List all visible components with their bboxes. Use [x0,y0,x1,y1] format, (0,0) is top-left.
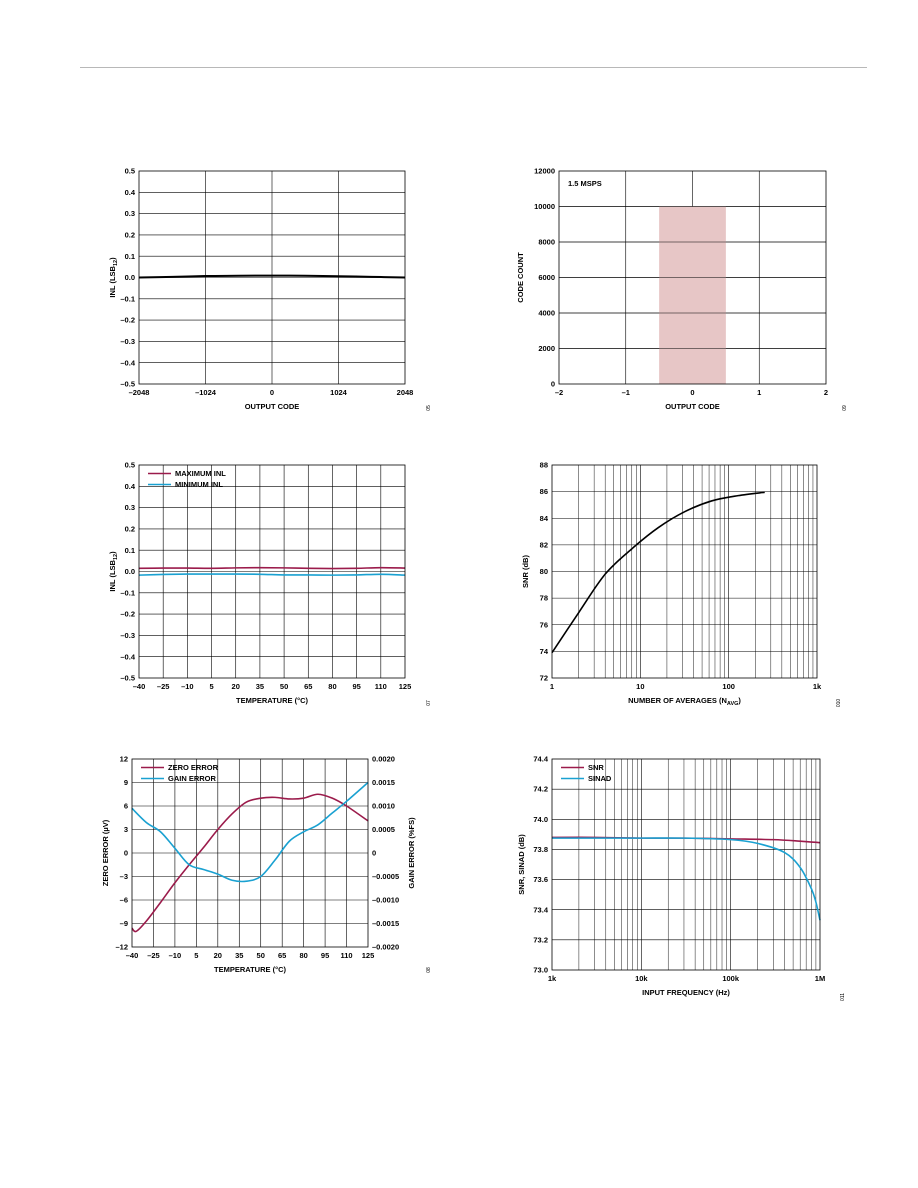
y-tick-label: 6 [123,801,128,811]
x-tick-label: 50 [256,951,265,960]
x-tick-label: 110 [374,682,387,691]
y-axis-label: CODE COUNT [516,252,525,303]
y-tick-label: 88 [539,460,548,470]
figure-id: 08 [426,967,432,973]
x-tick-label: 95 [352,682,361,691]
y-tick-label: 0.5 [124,460,135,470]
y-axis-label: INL $(LSB_{12})$ [108,551,119,592]
y-axis-label: ZERO ERROR (µV) [101,819,110,887]
y-tick-label: –0.2 [120,609,135,619]
y-tick-label: 74.2 [533,784,548,794]
series-line-minimum-inl [139,574,405,575]
x-tick-label: –2048 [128,388,150,397]
x-axis-label: INPUT FREQUENCY (Hz) [642,988,730,997]
y2-axis-label: GAIN ERROR (%FS) [407,817,416,889]
y-tick-label: 0.2 [124,230,135,240]
chart-3 [108,461,432,706]
y2-tick-label: 0.0010 [372,801,395,811]
x-tick-label: –1024 [195,388,216,397]
x-tick-label: 95 [320,951,330,960]
plot-frame [552,759,820,970]
y-tick-label: 12000 [534,166,555,176]
y-tick-label: 76 [539,620,548,630]
y-tick-label: 74.0 [533,814,548,824]
y-tick-label: 73.4 [533,905,548,915]
y-tick-label: –12 [115,942,128,952]
y-tick-label: –0.4 [120,358,135,368]
x-tick-label: 50 [279,682,289,691]
x-tick-label: 1024 [330,388,347,397]
x-tick-label: 35 [235,951,244,960]
y-tick-label: 74 [539,646,548,656]
chart-2 [516,167,848,411]
x-tick-label: 10k [635,974,648,983]
y-tick-label: 3 [123,825,128,835]
x-tick-label: 20 [231,682,240,691]
x-tick-label: –2 [554,388,564,397]
y-tick-label: 0.3 [124,503,135,513]
y-axis-label: INL $(LSB_{12})$ [108,257,119,298]
y2-tick-label: 0 [372,848,377,858]
legend-label: GAIN ERROR [168,774,216,783]
y-tick-label: 0 [123,848,128,858]
y-tick-label: 84 [539,513,548,523]
y-tick-label: –0.1 [120,588,135,598]
y-tick-label: 80 [539,567,548,577]
chart-annotation: 1.5 MSPS [568,179,602,188]
chart-5 [101,755,432,974]
chart-4 [521,461,842,708]
series-line-sinad [552,838,820,920]
chart-1 [108,167,432,411]
x-tick-label: 35 [255,682,265,691]
y-tick-label: 86 [539,487,548,497]
y-tick-label: 9 [123,778,128,788]
figure-id: 010 [836,698,842,708]
x-tick-label: –40 [125,951,139,960]
x-tick-label: 1 [549,682,555,691]
y-tick-label: 8000 [538,237,555,247]
y-tick-label: –0.1 [120,294,135,304]
x-axis-label: TEMPERATURE (°C) [213,965,287,974]
x-tick-label: 10 [636,682,645,691]
x-tick-label: 110 [340,951,353,960]
x-axis-label: TEMPERATURE (°C) [235,696,309,705]
x-tick-label: –25 [147,951,160,960]
y-tick-label: –0.3 [120,337,135,346]
y2-tick-label: –0.0020 [372,942,400,952]
y-axis-label: SNR (dB) [521,555,530,588]
y2-tick-label: 0.0005 [372,825,395,835]
x-tick-label: 1k [547,974,557,983]
x-tick-label: 1M [814,974,826,983]
y-tick-label: 0.4 [124,481,135,491]
y-tick-label: –0.4 [120,652,135,662]
y-tick-label: 6000 [538,273,555,283]
y-tick-label: 73.6 [533,875,548,885]
legend-label: SNR [588,763,604,772]
y-tick-label: 74.4 [533,754,548,764]
figure-id: 09 [842,405,848,411]
y-tick-label: 0.1 [124,251,135,261]
legend-label: MAXIMUM INL [175,469,226,478]
y-tick-label: –0.2 [120,315,135,325]
x-tick-label: 5 [209,682,214,691]
x-tick-label: 125 [361,951,375,960]
figure-id: 011 [840,993,846,1001]
x-tick-label: 2 [823,388,829,397]
series-line-zero-error [132,794,368,931]
y-tick-label: 0.2 [124,524,135,534]
y-tick-label: 0.0 [124,567,135,577]
x-axis-label: OUTPUT CODE [665,402,720,411]
y2-tick-label: –0.0015 [372,919,400,929]
y-tick-label: 0.4 [124,187,135,197]
x-tick-label: –10 [181,682,194,691]
y-tick-label: 82 [539,540,548,550]
x-tick-label: 20 [213,951,222,960]
y-tick-label: –0.5 [120,379,135,389]
x-tick-label: –25 [156,682,170,691]
y-tick-label: 0.1 [124,545,135,555]
x-tick-label: 125 [398,682,412,691]
y-tick-label: 4000 [538,308,555,318]
y-tick-label: 0.5 [124,166,135,176]
figure-id: 07 [426,700,432,706]
x-tick-label: –40 [132,682,146,691]
x-axis-label: NUMBER OF AVERAGES $(N_{AVG})$ [628,696,741,707]
x-tick-label: 80 [328,682,337,691]
x-tick-label: 1 [757,388,762,397]
series-line-maximum-inl [139,568,405,569]
x-tick-label: 0 [269,388,275,397]
y-tick-label: 73.2 [533,935,548,945]
legend-label: ZERO ERROR [168,763,219,772]
y-tick-label: –3 [119,872,128,882]
x-tick-label: 65 [278,951,287,960]
x-tick-label: 0 [690,388,695,397]
x-tick-label: –10 [168,951,182,960]
histogram-bar [659,207,726,385]
y2-tick-label: –0.0005 [372,872,400,882]
x-tick-label: 65 [304,682,313,691]
x-tick-label: 80 [299,951,308,960]
series-line-gain-error [132,783,368,882]
y-tick-label: 78 [539,593,548,603]
legend-label: SINAD [588,774,612,783]
y-tick-label: –9 [119,919,128,929]
y-axis-label: SNR, SINAD (dB) [517,834,526,895]
y-tick-label: 0 [550,379,555,389]
y-tick-label: 12 [119,754,128,764]
y-tick-label: –0.5 [120,673,135,683]
x-tick-label: 100k [722,974,740,983]
x-tick-label: 1k [812,682,822,691]
y2-tick-label: 0.0015 [372,778,395,788]
y-tick-label: 0.3 [124,209,135,219]
y-tick-label: –0.3 [120,631,135,640]
y-tick-label: 0.0 [124,273,135,283]
y-tick-label: –6 [119,895,128,905]
y-tick-label: 10000 [534,202,555,212]
x-tick-label: –1 [621,388,630,397]
legend-label: MINIMUM INL [175,480,223,489]
x-tick-label: 2048 [396,388,414,397]
figure-id: 05 [426,405,432,411]
y-tick-label: 73.0 [533,965,548,975]
chart-6 [517,755,846,1001]
y2-tick-label: –0.0010 [372,895,400,905]
series-line-data [552,492,765,652]
y2-tick-label: 0.0020 [372,754,395,764]
y-tick-label: 73.8 [533,845,548,855]
x-tick-label: 5 [194,951,199,960]
y-tick-label: 2000 [538,344,555,354]
x-tick-label: 100 [722,682,735,691]
y-tick-label: 72 [539,673,548,683]
x-axis-label: OUTPUT CODE [244,402,300,411]
